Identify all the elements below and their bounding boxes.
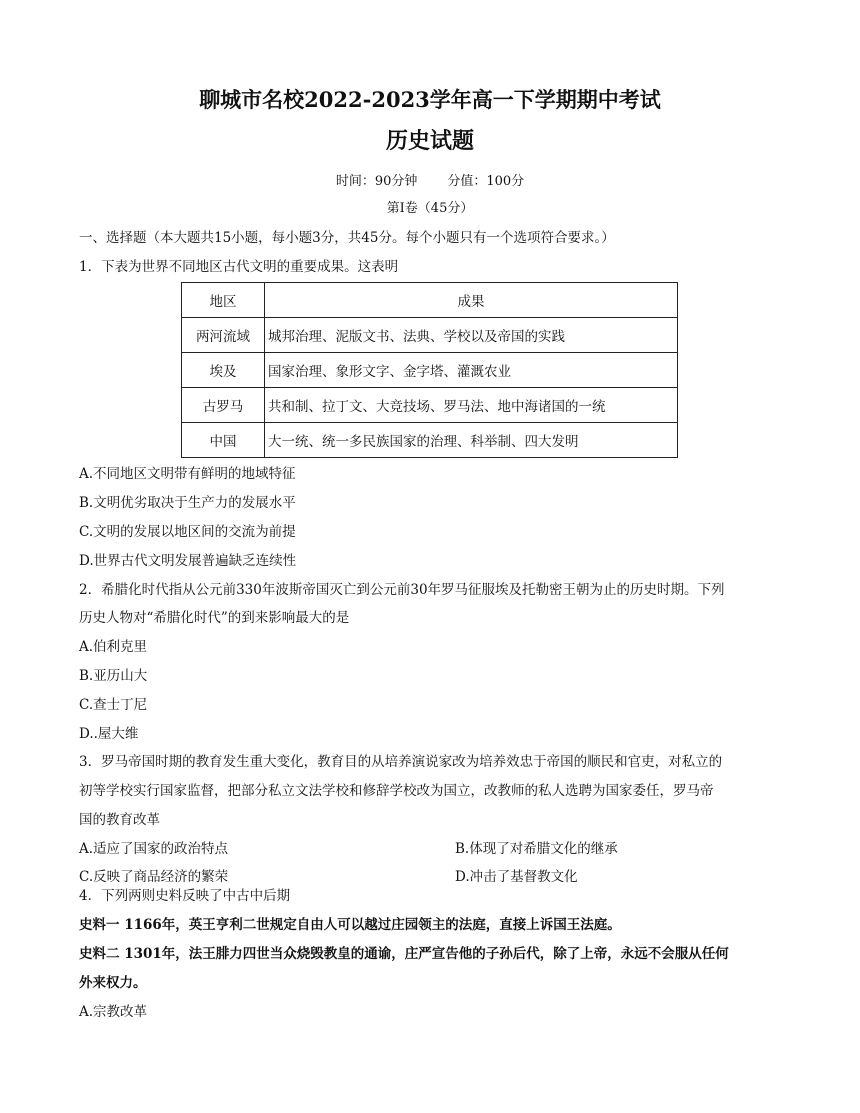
q1-stem: 1．下表为世界不同地区古代文明的重要成果。这表明 [79,259,399,275]
q1-table [181,282,678,458]
table-cell-region: 埃及 [182,353,265,388]
exam-title: 聊城市名校2022-2023学年高一下学期期中考试 [199,87,661,112]
table-row [182,423,678,458]
q3-stem-line3: 国的教育改革 [79,812,160,828]
q2-stem-line1: 2．希腊化时代指从公元前330年波斯帝国灭亡到公元前30年罗马征服埃及托勒密王朝为止的历史时期。下列 [79,582,725,598]
q3-option-d: D.冲击了基督教文化 [455,869,578,885]
section-heading: 一、选择题（本大题共15小题，每小题3分，共45分。每个小题只有一个选项符合要求。） [79,230,615,246]
q3-option-a: A.适应了国家的政治特点 [79,841,229,857]
table-row [182,318,678,353]
q1-option-c: C.文明的发展以地区间的交流为前提 [79,524,296,540]
q3-option-b: B.体现了对希腊文化的继承 [455,841,618,857]
q1-option-a: A.不同地区文明带有鲜明的地域特征 [79,466,296,482]
volume-label: 第Ⅰ卷（45分） [386,201,474,216]
table-cell-achievement: 大一统、统一多民族国家的治理、科举制、四大发明 [265,423,678,458]
q3-stem-line2: 初等学校实行国家监督，把部分私立文法学校和修辞学校改为国立，改教师的私人选聘为国家委任，罗马帝 [79,783,714,799]
q1-option-d: D.世界古代文明发展普遍缺乏连续性 [79,553,297,569]
table-cell-region: 中国 [182,423,265,458]
q4-option-a: A.宗教改革 [79,1004,148,1020]
table-header-row [182,283,678,318]
q2-option-b: B.亚历山大 [79,668,148,684]
q2-stem-line2: 历史人物对“希腊化时代”的到来影响最大的是 [79,610,350,626]
exam-info [0,170,860,189]
table-header-cell: 地区 [182,283,265,318]
table-cell-achievement: 城邦治理、泥版文书、法典、学校以及帝国的实践 [265,318,678,353]
table-row [182,353,678,388]
q4-source-2-line1: 史料二 1301年，法王腓力四世当众烧毁教皇的通谕，庄严宣告他的子孙后代，除了上帝，永远不会服从任何 [79,946,729,962]
exam-time: 时间：90分钟 [335,174,418,189]
q3-stem-line1: 3．罗马帝国时期的教育发生重大变化，教育目的从培养演说家改为培养效忠于帝国的顺民和官吏，对私立的 [79,754,723,770]
table-cell-region: 古罗马 [182,388,265,423]
q1-option-b: B.文明优劣取决于生产力的发展水平 [79,495,296,511]
q2-option-c: C.查士丁尼 [79,697,148,713]
table-header-cell: 成果 [265,283,678,318]
q3-option-c: C.反映了商品经济的繁荣 [79,869,229,885]
q2-option-d: D..屋大维 [79,726,139,742]
table-cell-region: 两河流域 [182,318,265,353]
exam-score: 分值：100分 [447,174,525,189]
q4-source-1: 史料一 1166年，英王亨利二世规定自由人可以越过庄园领主的法庭，直接上诉国王法庭。 [79,917,621,933]
q4-source-2-line2: 外来权力。 [79,975,147,991]
table-row [182,388,678,423]
q4-stem: 4．下列两则史料反映了中古中后期 [79,888,291,904]
q2-option-a: A.伯利克里 [79,639,148,655]
subject-title: 历史试题 [385,128,474,154]
table-cell-achievement: 共和制、拉丁文、大竞技场、罗马法、地中海诸国的一统 [265,388,678,423]
table-cell-achievement: 国家治理、象形文字、金字塔、灌溉农业 [265,353,678,388]
